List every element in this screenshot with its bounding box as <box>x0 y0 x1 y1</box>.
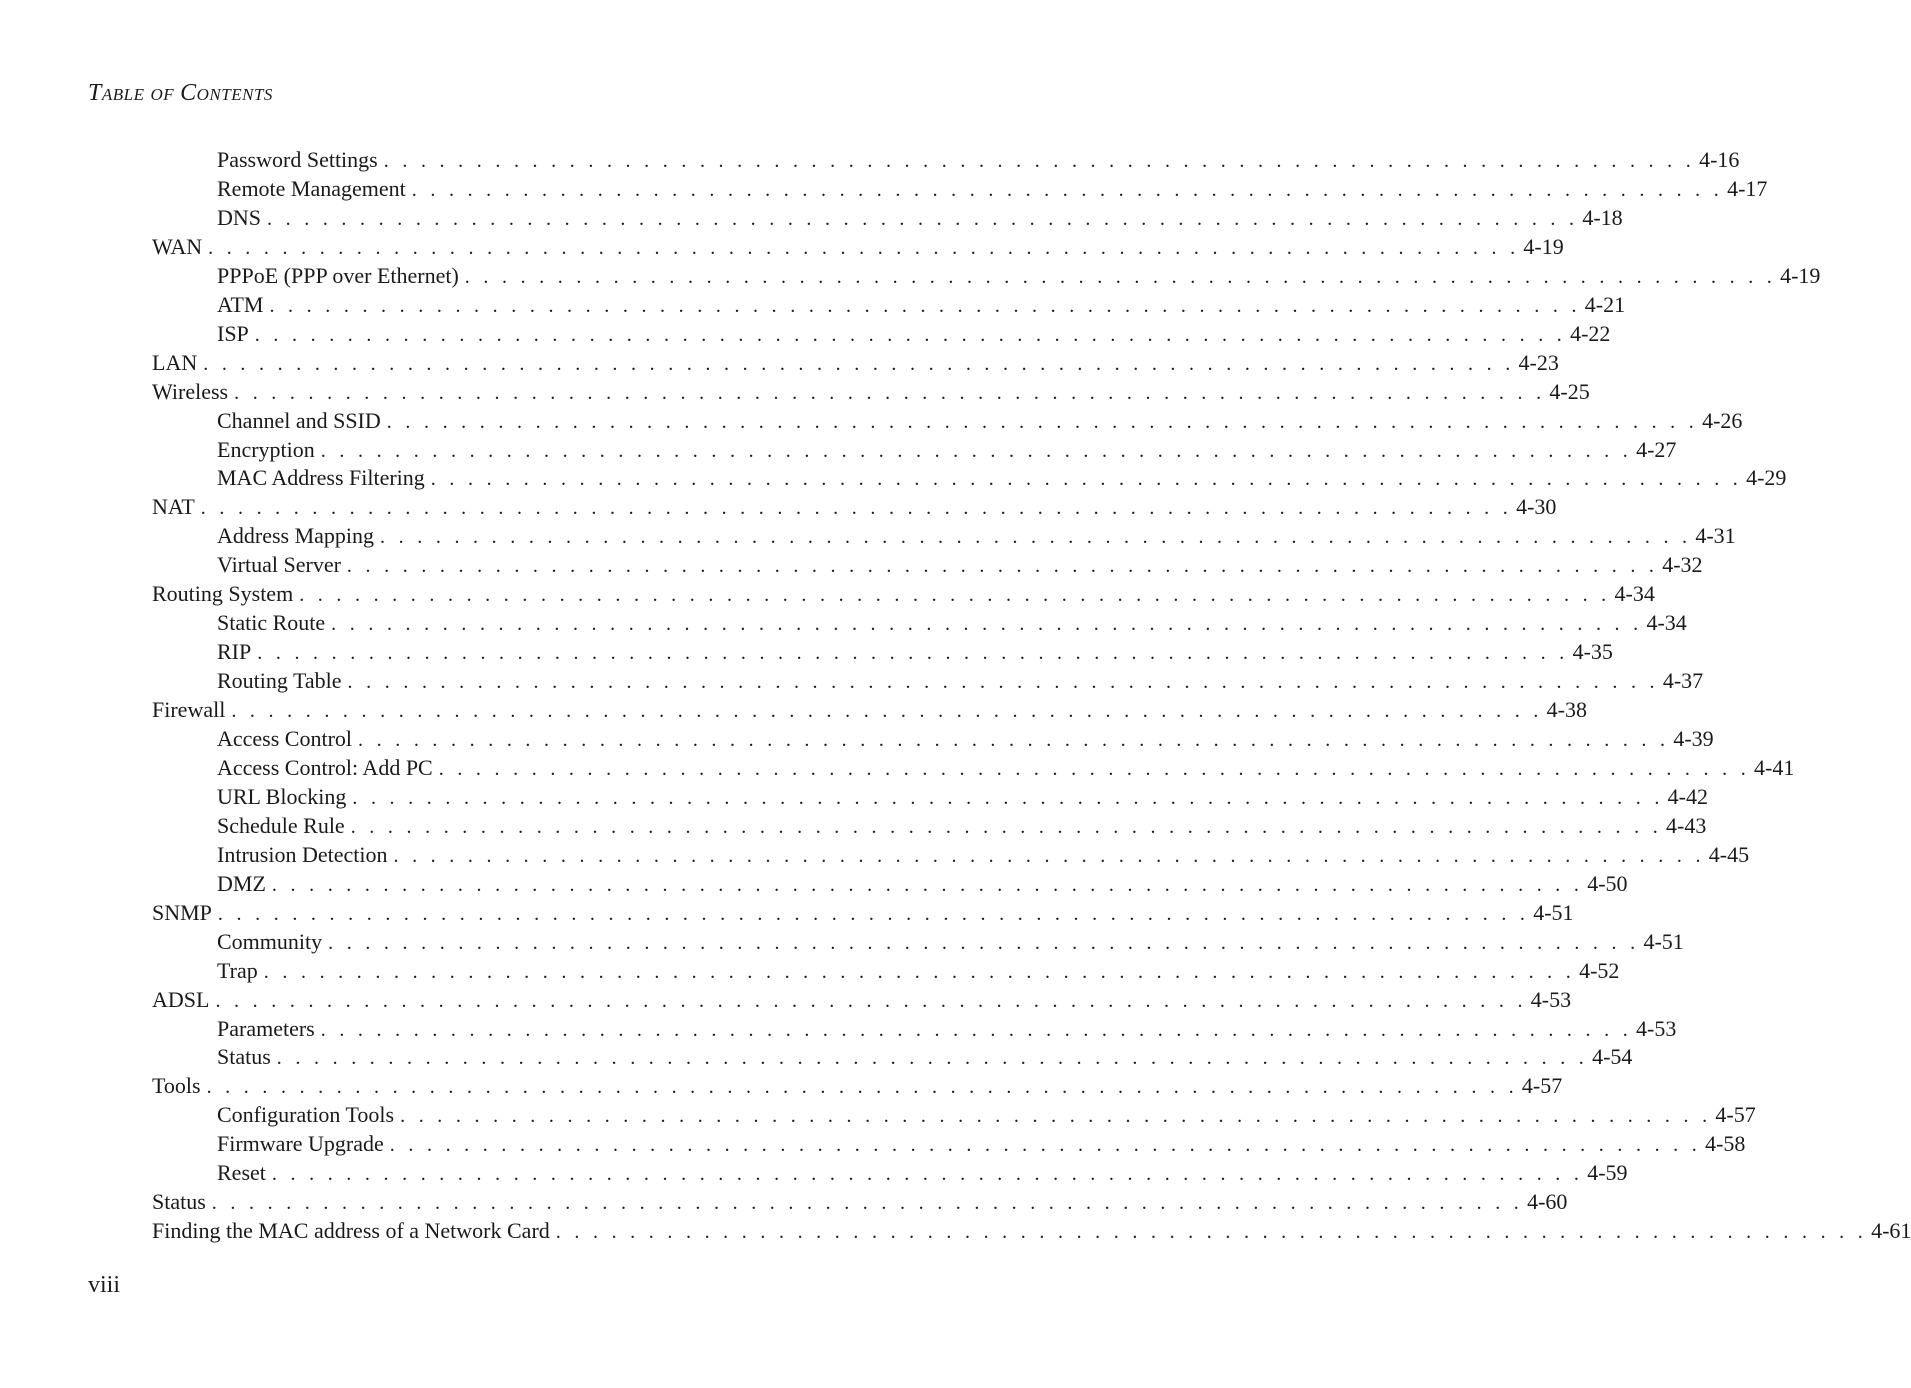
toc-entry[interactable] <box>152 348 1559 377</box>
toc-leader-dots: . . . . . . . . . . . . . . . . . . . . . . . . . . . . . . . . . . . . . . . . . . . . . . . . . . . . . . . . . . . . . . . . . . . . . . . <box>430 468 1743 491</box>
toc-entry-page: 4-26 <box>1702 407 1743 433</box>
toc-entry-title: URL Blocking <box>217 783 347 809</box>
toc-leader-dots: . . . . . . . . . . . . . . . . . . . . . . . . . . . . . . . . . . . . . . . . . . . . . . . . . . . . . . . . . . . . . . . . . . . . . . . <box>346 555 1659 578</box>
toc-entry[interactable] <box>152 1216 1911 1245</box>
toc-entry-title: Static Route <box>217 610 326 636</box>
toc-entry-page: 4-38 <box>1546 697 1587 723</box>
toc-leader-dots: . . . . . . . . . . . . . . . . . . . . . . . . . . . . . . . . . . . . . . . . . . . . . . . . . . . . . . . . . . . . . . . . . . . . . . . <box>267 207 1579 230</box>
toc-entry[interactable] <box>217 521 1736 550</box>
toc-entry-page: 4-25 <box>1549 378 1590 404</box>
running-header <box>88 80 273 107</box>
toc-entry-title: Routing System <box>152 581 294 607</box>
toc-entry[interactable] <box>217 406 1743 435</box>
toc-entry[interactable] <box>152 695 1587 724</box>
toc-entry-page: 4-19 <box>1780 262 1821 288</box>
toc-entry[interactable] <box>152 377 1590 406</box>
toc-leader-dots: . . . . . . . . . . . . . . . . . . . . . . . . . . . . . . . . . . . . . . . . . . . . . . . . . . . . . . . . . . . . . . . . . . . . . . . <box>380 526 1692 549</box>
toc-leader-dots: . . . . . . . . . . . . . . . . . . . . . . . . . . . . . . . . . . . . . . . . . . . . . . . . . . . . . . . . . . . . . . . . . . . . . . . <box>393 844 1705 867</box>
toc-entry-page: 4-35 <box>1572 639 1613 665</box>
toc-entry-page: 4-23 <box>1518 349 1559 375</box>
toc-leader-dots: . . . . . . . . . . . . . . . . . . . . . . . . . . . . . . . . . . . . . . . . . . . . . . . . . . . . . . . . . . . . . . . . . . . . . . . <box>271 873 1584 896</box>
toc-entry-page: 4-60 <box>1527 1189 1568 1215</box>
toc-entry[interactable] <box>217 290 1626 319</box>
toc-leader-dots: . . . . . . . . . . . . . . . . . . . . . . . . . . . . . . . . . . . . . . . . . . . . . . . . . . . . . . . . . . . . . . . . . . . . . . . <box>438 757 1751 780</box>
toc-leader-dots: . . . . . . . . . . . . . . . . . . . . . . . . . . . . . . . . . . . . . . . . . . . . . . . . . . . . . . . . . . . . . . . . . . . . . . . <box>411 178 1724 201</box>
toc-entry[interactable] <box>217 927 1684 956</box>
toc-entry-page: 4-51 <box>1643 928 1684 954</box>
toc-leader-dots: . . . . . . . . . . . . . . . . . . . . . . . . . . . . . . . . . . . . . . . . . . . . . . . . . . . . . . . . . . . . . . . . . . . . . . . <box>269 294 1581 317</box>
toc-entry-page: 4-43 <box>1666 812 1707 838</box>
toc-entry[interactable] <box>152 1187 1568 1216</box>
toc-leader-dots: . . . . . . . . . . . . . . . . . . . . . . . . . . . . . . . . . . . . . . . . . . . . . . . . . . . . . . . . . . . . . . . . . . . . . . . <box>203 352 1515 375</box>
toc-entry[interactable] <box>217 956 1620 985</box>
toc-entry-page: 4-21 <box>1584 291 1626 317</box>
toc-leader-dots: . . . . . . . . . . . . . . . . . . . . . . . . . . . . . . . . . . . . . . . . . . . . . . . . . . . . . . . . . . . . . . . . . . . . . . . <box>200 497 1513 520</box>
toc-entry-page: 4-29 <box>1746 465 1787 491</box>
toc-entry-title: PPPoE (PPP over Ethernet) <box>217 262 459 288</box>
toc-entry-page: 4-52 <box>1579 957 1620 983</box>
toc-entry[interactable] <box>217 550 1703 579</box>
toc-entry-title: Trap <box>217 957 258 983</box>
toc-leader-dots: . . . . . . . . . . . . . . . . . . . . . . . . . . . . . . . . . . . . . . . . . . . . . . . . . . . . . . . . . . . . . . . . . . . . . . . <box>400 1105 1712 1128</box>
toc-leader-dots: . . . . . . . . . . . . . . . . . . . . . . . . . . . . . . . . . . . . . . . . . . . . . . . . . . . . . . . . . . . . . . . . . . . . . . . <box>231 700 1543 723</box>
toc-entry-title: LAN <box>152 349 198 375</box>
toc-entry-page: 4-34 <box>1614 581 1655 607</box>
toc-entry-page: 4-34 <box>1646 610 1687 636</box>
header-t: T <box>88 80 102 106</box>
toc-entry-title: Virtual Server <box>217 552 341 578</box>
toc-leader-dots: . . . . . . . . . . . . . . . . . . . . . . . . . . . . . . . . . . . . . . . . . . . . . . . . . . . . . . . . . . . . . . . . . . . . . . . <box>206 1076 1518 1099</box>
toc-leader-dots: . . . . . . . . . . . . . . . . . . . . . . . . . . . . . . . . . . . . . . . . . . . . . . . . . . . . . . . . . . . . . . . . . . . . . . . <box>217 902 1530 925</box>
toc-entry-page: 4-17 <box>1727 175 1768 201</box>
toc-leader-dots: . . . . . . . . . . . . . . . . . . . . . . . . . . . . . . . . . . . . . . . . . . . . . . . . . . . . . . . . . . . . . . . . . . . . . . . <box>320 1018 1633 1041</box>
toc-entry-title: Password Settings <box>217 147 378 172</box>
toc-entry-title: Reset <box>217 1160 266 1186</box>
toc-entry-title: Parameters <box>217 1015 315 1041</box>
toc-entry[interactable] <box>217 145 1740 174</box>
toc-entry[interactable] <box>217 840 1750 869</box>
toc-entry-page: 4-41 <box>1754 754 1795 780</box>
toc-entry[interactable] <box>152 898 1574 927</box>
toc-entry-page: 4-53 <box>1530 986 1572 1012</box>
toc-leader-dots: . . . . . . . . . . . . . . . . . . . . . . . . . . . . . . . . . . . . . . . . . . . . . . . . . . . . . . . . . . . . . . . . . . . . . . . <box>331 613 1643 636</box>
page-number: viii <box>88 1272 121 1298</box>
toc-entry[interactable] <box>152 1071 1563 1100</box>
toc-entry-title: Wireless <box>152 378 229 404</box>
toc-entry[interactable] <box>217 666 1704 695</box>
toc-entry[interactable] <box>152 492 1557 521</box>
toc-entry-title: WAN <box>152 233 203 259</box>
toc-entry-page: 4-54 <box>1592 1044 1633 1070</box>
toc-entry-page: 4-22 <box>1570 320 1611 346</box>
toc-entry-page: 4-30 <box>1516 494 1557 520</box>
toc-entry-title: Remote Management <box>217 175 406 201</box>
toc-entry[interactable] <box>217 1014 1677 1043</box>
toc-entry-page: 4-42 <box>1667 783 1708 809</box>
header-of: OF <box>150 85 175 104</box>
toc-leader-dots: . . . . . . . . . . . . . . . . . . . . . . . . . . . . . . . . . . . . . . . . . . . . . . . . . . . . . . . . . . . . . . . . . . . . . . . <box>383 150 1696 172</box>
toc-leader-dots: . . . . . . . . . . . . . . . . . . . . . . . . . . . . . . . . . . . . . . . . . . . . . . . . . . . . . . . . . . . . . . . . . . . . . . . <box>208 236 1520 259</box>
toc-entry[interactable] <box>152 985 1572 1014</box>
toc-leader-dots: . . . . . . . . . . . . . . . . . . . . . . . . . . . . . . . . . . . . . . . . . . . . . . . . . . . . . . . . . . . . . . . . . . . . . . . <box>358 729 1670 751</box>
toc-entry[interactable] <box>217 637 1613 666</box>
toc-leader-dots: . . . . . . . . . . . . . . . . . . . . . . . . . . . . . . . . . . . . . . . . . . . . . . . . . . . . . . . . . . . . . . . . . . . . . . . <box>254 323 1567 346</box>
toc-leader-dots: . . . . . . . . . . . . . . . . . . . . . . . . . . . . . . . . . . . . . . . . . . . . . . . . . . . . . . . . . . . . . . . . . . . . . . . <box>464 265 1777 288</box>
toc-entry-title: Access Control <box>217 726 353 751</box>
toc-entry-title: Address Mapping <box>217 523 375 549</box>
toc-entry-title: Channel and SSID <box>217 407 381 433</box>
toc-entry-title: Status <box>152 1189 206 1215</box>
toc-leader-dots: . . . . . . . . . . . . . . . . . . . . . . . . . . . . . . . . . . . . . . . . . . . . . . . . . . . . . . . . . . . . . . . . . . . . . . . <box>350 815 1663 838</box>
toc-leader-dots: . . . . . . . . . . . . . . . . . . . . . . . . . . . . . . . . . . . . . . . . . . . . . . . . . . . . . . . . . . . . . . . . . . . . . . . <box>263 960 1576 983</box>
toc-entry-page: 4-50 <box>1587 870 1628 896</box>
toc-entry-title: ADSL <box>152 986 210 1012</box>
toc-entry-title: Schedule Rule <box>217 812 345 838</box>
toc-entry-page: 4-37 <box>1662 668 1704 694</box>
toc-leader-dots: . . . . . . . . . . . . . . . . . . . . . . . . . . . . . . . . . . . . . . . . . . . . . . . . . . . . . . . . . . . . . . . . . . . . . . . <box>386 410 1699 433</box>
toc-leader-dots: . . . . . . . . . . . . . . . . . . . . . . . . . . . . . . . . . . . . . . . . . . . . . . . . . . . . . . . . . . . . . . . . . . . . . . . <box>211 1192 1524 1215</box>
toc-entry-title: MAC Address Filtering <box>217 465 425 491</box>
toc-entry-page: 4-61 <box>1871 1218 1911 1244</box>
header-ontents: ONTENTS <box>196 85 273 104</box>
toc-entry-title: Firewall <box>152 697 226 723</box>
toc-leader-dots: . . . . . . . . . . . . . . . . . . . . . . . . . . . . . . . . . . . . . . . . . . . . . . . . . . . . . . . . . . . . . . . . . . . . . . . <box>320 439 1633 462</box>
toc-entry[interactable] <box>217 753 1795 782</box>
toc-entry-title: NAT <box>152 494 195 520</box>
toc-leader-dots: . . . . . . . . . . . . . . . . . . . . . . . . . . . . . . . . . . . . . . . . . . . . . . . . . . . . . . . . . . . . . . . . . . . . . . . <box>215 989 1527 1012</box>
toc-entry-title: Routing Table <box>217 668 342 694</box>
toc-leader-dots: . . . . . . . . . . . . . . . . . . . . . . . . . . . . . . . . . . . . . . . . . . . . . . . . . . . . . . . . . . . . . . . . . . . . . . . <box>352 786 1664 809</box>
toc-entry[interactable] <box>217 203 1623 232</box>
toc-leader-dots: . . . . . . . . . . . . . . . . . . . . . . . . . . . . . . . . . . . . . . . . . . . . . . . . . . . . . . . . . . . . . . . . . . . . . . . <box>389 1134 1702 1157</box>
toc-entry[interactable] <box>152 579 1655 608</box>
toc-entry[interactable] <box>217 811 1707 840</box>
toc-entry[interactable] <box>217 463 1787 492</box>
toc-leader-dots: . . . . . . . . . . . . . . . . . . . . . . . . . . . . . . . . . . . . . . . . . . . . . . . . . . . . . . . . . . . . . . . . . . . . . . . <box>328 931 1640 954</box>
toc-leader-dots: . . . . . . . . . . . . . . . . . . . . . . . . . . . . . . . . . . . . . . . . . . . . . . . . . . . . . . . . . . . . . . . . . . . . . . . <box>347 671 1659 694</box>
toc-entry-title: ISP <box>217 320 249 346</box>
toc-entry-page: 4-39 <box>1673 726 1714 751</box>
toc-entry[interactable] <box>217 261 1821 290</box>
toc-entry-title: Finding the MAC address of a Network Card <box>152 1218 550 1244</box>
toc-entry-title: Firmware Upgrade <box>217 1131 384 1157</box>
toc-entry-page: 4-31 <box>1695 523 1736 549</box>
toc-entry-page: 4-18 <box>1582 204 1623 230</box>
toc-entry[interactable] <box>217 782 1708 811</box>
toc-entry-page: 4-58 <box>1705 1131 1746 1157</box>
toc-entry-title: Intrusion Detection <box>217 841 388 867</box>
toc-entry[interactable] <box>217 724 1714 753</box>
toc-leader-dots: . . . . . . . . . . . . . . . . . . . . . . . . . . . . . . . . . . . . . . . . . . . . . . . . . . . . . . . . . . . . . . . . . . . . . . . <box>271 1163 1584 1186</box>
toc-entry-title: Access Control: Add PC <box>217 754 433 780</box>
toc-leader-dots: . . . . . . . . . . . . . . . . . . . . . . . . . . . . . . . . . . . . . . . . . . . . . . . . . . . . . . . . . . . . . . . . . . . . . . . <box>276 1047 1589 1070</box>
toc-entry-page: 4-19 <box>1523 233 1564 259</box>
toc-entry-page: 4-57 <box>1521 1073 1563 1099</box>
toc-leader-dots: . . . . . . . . . . . . . . . . . . . . . . . . . . . . . . . . . . . . . . . . . . . . . . . . . . . . . . . . . . . . . . . . . . . . . . . <box>257 642 1569 665</box>
toc-entry[interactable] <box>217 435 1677 464</box>
toc-entry[interactable] <box>217 608 1687 637</box>
toc-entry[interactable] <box>217 174 1768 203</box>
header-c: C <box>180 80 197 106</box>
toc-entry-page: 4-45 <box>1708 841 1750 867</box>
toc-entry-title: Configuration Tools <box>217 1102 395 1128</box>
toc-entry-title: Status <box>217 1044 271 1070</box>
toc-entry-title: RIP <box>217 639 252 665</box>
toc-leader-dots: . . . . . . . . . . . . . . . . . . . . . . . . . . . . . . . . . . . . . . . . . . . . . . . . . . . . . . . . . . . . . . . . . . . . . . . <box>234 381 1546 404</box>
toc-entry-page: 4-51 <box>1533 899 1574 925</box>
toc-entry-title: SNMP <box>152 899 212 925</box>
toc-entry-page: 4-57 <box>1715 1102 1756 1128</box>
toc-entry-page: 4-27 <box>1636 436 1677 462</box>
toc-entry-title: Community <box>217 928 323 954</box>
toc-entry[interactable] <box>217 1158 1628 1187</box>
toc-entry-title: Tools <box>152 1073 201 1099</box>
toc-entry-title: DNS <box>217 204 262 230</box>
toc-entry-page: 4-16 <box>1699 147 1740 172</box>
toc-entry[interactable] <box>217 1042 1633 1071</box>
header-able: ABLE <box>101 85 145 104</box>
toc-entry[interactable] <box>217 1100 1756 1129</box>
toc-entry[interactable] <box>217 869 1628 898</box>
toc-entry-page: 4-32 <box>1662 552 1703 578</box>
toc-entry-title: DMZ <box>217 870 266 896</box>
toc-entry-page: 4-53 <box>1636 1015 1677 1041</box>
toc-leader-dots: . . . . . . . . . . . . . . . . . . . . . . . . . . . . . . . . . . . . . . . . . . . . . . . . . . . . . . . . . . . . . . . . . . . . . . . <box>299 584 1611 607</box>
toc-entry[interactable] <box>217 319 1611 348</box>
toc-entry-title: ATM <box>217 291 264 317</box>
toc-entry-page: 4-59 <box>1587 1160 1628 1186</box>
toc-entry[interactable] <box>152 232 1564 261</box>
toc-entry[interactable] <box>217 1129 1746 1158</box>
toc-entry-title: Encryption <box>217 436 315 462</box>
toc-leader-dots: . . . . . . . . . . . . . . . . . . . . . . . . . . . . . . . . . . . . . . . . . . . . . . . . . . . . . . . . . . . . . . . . . . . . . . . <box>555 1221 1868 1244</box>
